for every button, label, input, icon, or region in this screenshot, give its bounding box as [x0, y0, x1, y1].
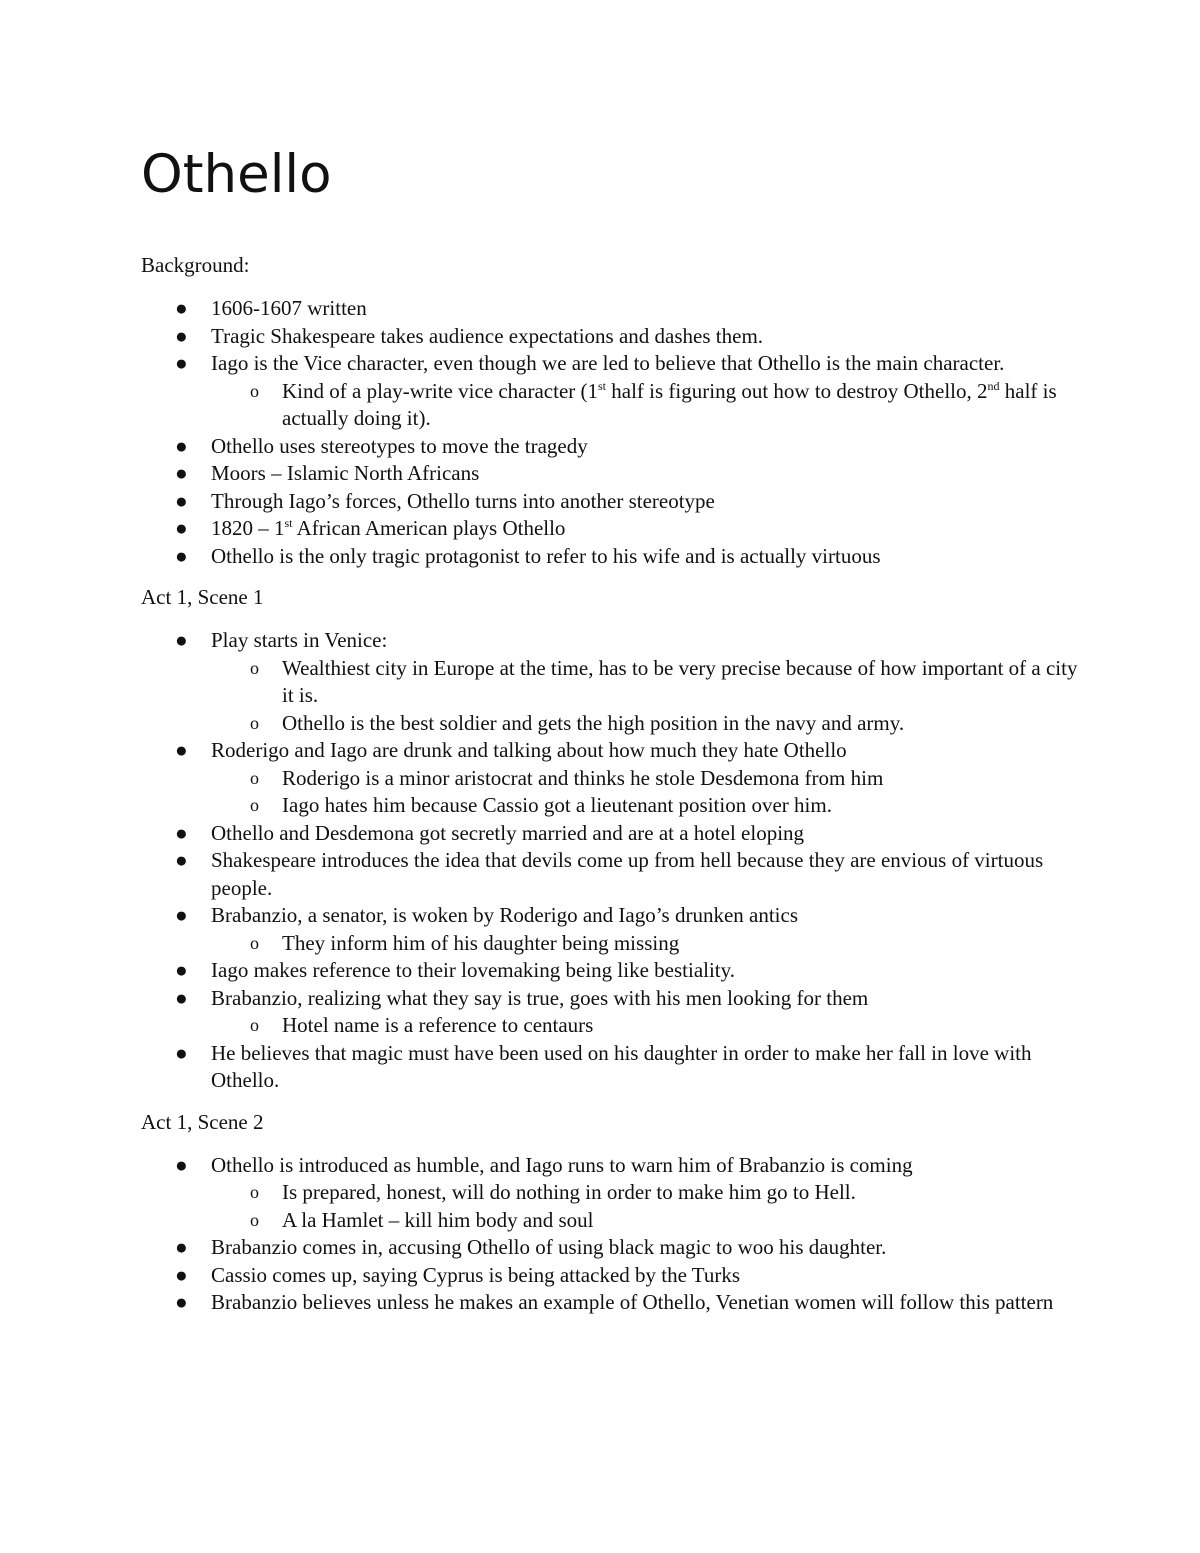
sub-list-item — [211, 1179, 1081, 1207]
list-item-text: A la Hamlet – kill him body and soul — [282, 1207, 594, 1232]
hollow-bullet-icon: o — [250, 795, 259, 815]
hollow-bullet-icon: o — [250, 657, 259, 678]
list-item-text: Shakespeare introduces the idea that devils come up from hell because they are envious of virtuous people. — [211, 848, 1044, 900]
list-item-text: Othello and Desdemona got secretly married and are at a hotel eloping — [211, 820, 805, 845]
list-item-text: Cassio comes up, saying Cyprus is being attacked by the Turks — [211, 1262, 741, 1287]
background-bullet-list — [141, 295, 1081, 570]
sub-bullet-list — [211, 765, 1081, 820]
text-segment: Kind of a play-write vice character (1 — [282, 378, 599, 403]
bullet-icon: ● — [175, 1152, 188, 1177]
superscript-text: nd — [987, 378, 1000, 393]
sub-list-item — [211, 655, 1081, 710]
sub-bullet-list — [211, 930, 1081, 958]
list-item-text: Brabanzio, a senator, is woken by Roderigo and Iago’s drunken antics — [211, 903, 799, 927]
hollow-bullet-icon: o — [250, 1182, 259, 1202]
list-item — [141, 902, 1081, 957]
bullet-icon: ● — [175, 738, 188, 762]
list-item — [141, 737, 1081, 820]
sub-list-item — [211, 792, 1081, 820]
list-item-text: They inform him of his daughter being missing — [282, 930, 680, 955]
list-item-text: Wealthiest city in Europe at the time, has to be very precise because of how important of a city it is. — [282, 655, 1078, 707]
sub-list-item — [211, 765, 1081, 793]
bullet-icon: ● — [175, 516, 188, 540]
list-item-text: Othello is introduced as humble, and Iago runs to warn him of Brabanzio is coming — [211, 1152, 913, 1177]
superscript-text: st — [598, 378, 607, 393]
list-item — [141, 1040, 1081, 1095]
section-heading-act1-scene1: Act 1, Scene 1 — [141, 585, 264, 609]
sub-list-item — [211, 1012, 1081, 1040]
document-body — [141, 138, 1081, 1317]
list-item-text: Through Iago’s forces, Othello turns into another stereotype — [211, 488, 715, 513]
bullet-icon: ● — [175, 1235, 188, 1259]
bullet-icon: ● — [175, 461, 188, 485]
bullet-icon: ● — [175, 543, 188, 568]
bullet-icon: ● — [175, 848, 188, 872]
hollow-bullet-icon: o — [250, 1209, 259, 1230]
list-item — [141, 985, 1081, 1040]
section-heading-act1-scene2: Act 1, Scene 2 — [141, 1109, 264, 1134]
bullet-icon: ● — [175, 1040, 188, 1065]
bullet-icon: ● — [175, 628, 188, 652]
section-heading-background: Background: — [141, 253, 250, 277]
sub-list-item — [211, 378, 1081, 433]
bullet-icon: ● — [175, 958, 188, 982]
list-item — [141, 295, 1081, 323]
hollow-bullet-icon: o — [250, 932, 259, 953]
list-item — [141, 820, 1081, 848]
text-segment: half is actually doing it). — [282, 378, 1057, 430]
list-item-text: Iago makes reference to their lovemaking being like bestiality. — [211, 958, 736, 982]
list-item — [141, 350, 1081, 433]
list-item-text: Othello uses stereotypes to move the tragedy — [211, 433, 588, 458]
bullet-icon: ● — [175, 820, 188, 845]
sub-bullet-list — [211, 655, 1081, 738]
sub-list-item — [211, 710, 1081, 738]
list-item-text: Tragic Shakespeare takes audience expectations and dashes them. — [211, 323, 764, 348]
sub-list-item — [211, 1207, 1081, 1235]
list-item-text: Hotel name is a reference to centaurs — [282, 1013, 594, 1037]
list-item — [141, 847, 1081, 902]
list-item — [141, 1152, 1081, 1235]
bullet-icon: ● — [175, 296, 188, 320]
text-segment: half is figuring out how to destroy Othello, 2 — [606, 378, 988, 403]
list-item-text: Brabanzio comes in, accusing Othello of using black magic to woo his daughter. — [211, 1235, 887, 1259]
list-item — [141, 433, 1081, 461]
list-item — [141, 543, 1081, 571]
hollow-bullet-icon: o — [250, 380, 259, 401]
list-item-text: 1606-1607 written — [211, 296, 367, 320]
text-segment: African American plays Othello — [292, 516, 566, 540]
list-item-text: Brabanzio, realizing what they say is true, goes with his men looking for them — [211, 985, 869, 1010]
bullet-icon: ● — [175, 488, 188, 513]
list-item-text: Iago is the Vice character, even though we are led to believe that Othello is the main character. — [211, 351, 1005, 375]
list-item-text: Othello is the best soldier and gets the high position in the navy and army. — [282, 710, 905, 735]
sub-list-item — [211, 930, 1081, 958]
bullet-icon: ● — [175, 323, 188, 348]
bullet-icon: ● — [175, 985, 188, 1010]
list-item — [141, 957, 1081, 985]
bullet-icon: ● — [175, 433, 188, 458]
list-item-text: Play starts in Venice: — [211, 628, 388, 652]
list-item — [141, 515, 1081, 543]
hollow-bullet-icon: o — [250, 767, 259, 788]
list-item — [141, 488, 1081, 516]
text-segment: 1820 – 1 — [211, 516, 285, 540]
list-item — [141, 627, 1081, 737]
bullet-icon: ● — [175, 903, 188, 927]
sub-bullet-list — [211, 1179, 1081, 1234]
list-item — [141, 460, 1081, 488]
bullet-icon: ● — [175, 1290, 188, 1314]
sub-bullet-list — [211, 1012, 1081, 1040]
list-item-text: He believes that magic must have been used on his daughter in order to make her fall in love with Othello. — [211, 1040, 1032, 1092]
list-item-text: Moors – Islamic North Africans — [211, 461, 480, 485]
list-item-text: Is prepared, honest, will do nothing in order to make him go to Hell. — [282, 1180, 856, 1204]
act1-scene2-bullet-list — [141, 1152, 1081, 1317]
superscript-text: st — [284, 516, 293, 530]
list-item — [141, 1234, 1081, 1262]
list-item-text: Roderigo and Iago are drunk and talking about how much they hate Othello — [211, 738, 847, 762]
list-item-text: Brabanzio believes unless he makes an example of Othello, Venetian women will follow this pattern — [211, 1290, 1054, 1314]
list-item-text: Roderigo is a minor aristocrat and thinks he stole Desdemona from him — [282, 765, 884, 790]
document-title: Othello — [141, 144, 332, 205]
bullet-icon: ● — [175, 351, 188, 375]
bullet-icon: ● — [175, 1262, 188, 1287]
list-item — [141, 1289, 1081, 1317]
hollow-bullet-icon: o — [250, 712, 259, 733]
list-item — [141, 1262, 1081, 1290]
list-item-text: Iago hates him because Cassio got a lieutenant position over him. — [282, 793, 832, 817]
list-item — [141, 323, 1081, 351]
act1-scene1-bullet-list — [141, 627, 1081, 1095]
sub-bullet-list — [211, 378, 1081, 433]
hollow-bullet-icon: o — [250, 1015, 259, 1035]
list-item-text: Othello is the only tragic protagonist to refer to his wife and is actually virtuous — [211, 543, 881, 568]
